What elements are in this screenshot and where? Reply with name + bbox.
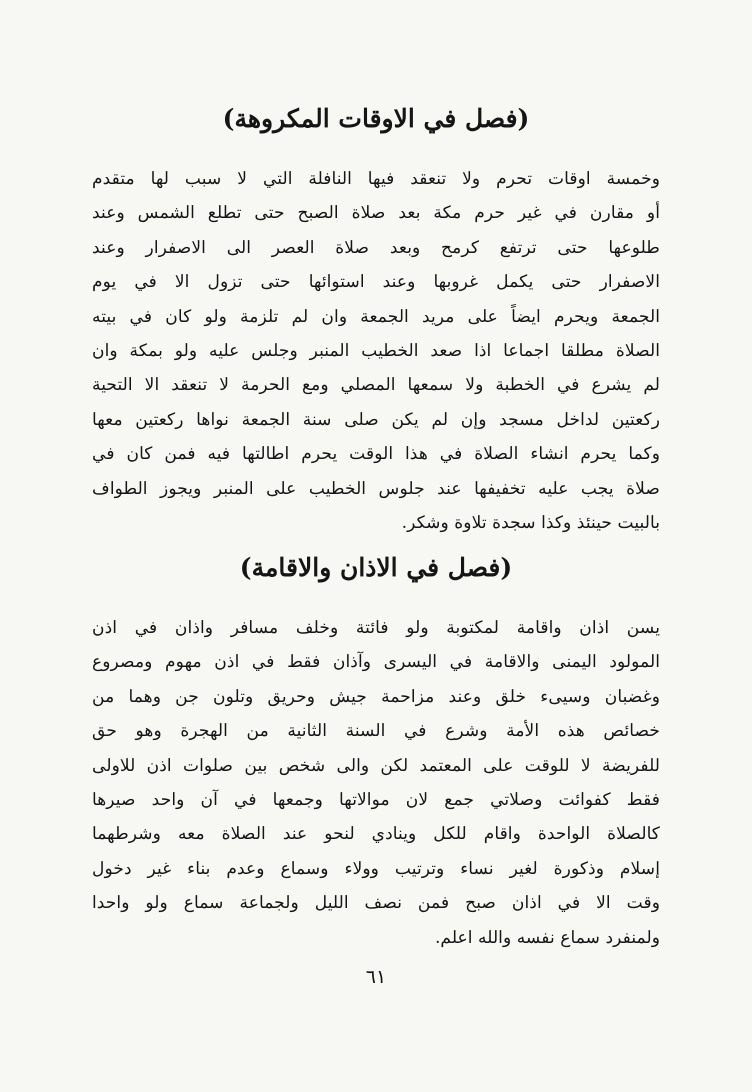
text-line: خصائص هذه الأمة وشرع في السنة الثانية من الهجرة وهو حق [92, 721, 660, 742]
text-line: بالبيت حينئذ وكذا سجدة تلاوة وشكر. [401, 512, 660, 533]
text-line: ولمنفرد سماع نفسه والله اعلم. [434, 927, 660, 948]
text-line: أو مقارن في غير حرم مكة بعد صلاة الصبح حتى تطلع الشمس وعند [92, 203, 660, 224]
text-line: لم يشرع في الخطبة ولا سمعها المصلي ومع الحرمة لا تنعقد الا التحية [92, 375, 660, 396]
text-line: وغضبان وسيىء خلق وعند مزاحمة جيش وحريق وتلون جن وهما من [92, 686, 660, 707]
text-line: الاصفرار حتى يكمل غروبها وعند استوائها حتى تزول الا في يوم [92, 272, 660, 293]
text-line: وكما يحرم انشاء الصلاة في هذا الوقت يحرم اطالتها فيه فمن كان في [92, 444, 660, 465]
text-line: الجمعة ويحرم ايضاً على مريد الجمعة وان لم تلزمة ولو كان في بيته [92, 306, 660, 327]
text-line: الصلاة مطلقا اجماعا اذا صعد الخطيب المنبر وجلس عليه ولو بمكة وان [92, 340, 660, 361]
section-title-adhan-iqama: (فصل في الاذان والاقامة) [239, 553, 513, 582]
text-line: صلاة يجب عليه تخفيفها عند جلوس الخطيب على المنبر ويجوز الطواف [92, 478, 660, 499]
text-line: كالصلاة الواحدة واقام للكل وينادي لنحو عند الصلاة معه وشرطهما [92, 824, 660, 845]
text-line: للفريضة لا للوقت على المعتمد لكن والى شخص بين صلوات اذن للاولى [92, 755, 660, 776]
text-line: ركعتين لداخل مسجد وإن لم يكن صلى سنة الجمعة نواها ركعتين معها [92, 409, 660, 430]
text-line: طلوعها حتى ترتفع كرمح وبعد صلاة العصر الى الاصفرار وعند [92, 237, 660, 258]
text-line: فقط كفوائت وصلاتي جمع لان موالاتها وجمعها في آن واحد صيرها [92, 789, 660, 810]
text-line: وقت الا في اذان صبح فمن نصف الليل ولجماعة سماع ولو واحدا [92, 893, 660, 914]
text-line: المولود اليمنى والاقامة في اليسرى وآذان فقط في اذن مهوم ومصروع [92, 652, 660, 673]
page-number: ٦١ [365, 966, 387, 988]
section-title-disliked-times: (فصل في الاوقات المكروهة) [222, 104, 530, 133]
text-line: وخمسة اوقات تحرم ولا تنعقد فيها النافلة التي لا سبب لها متقدم [92, 169, 660, 189]
text-line: إسلام وذكورة لغير نساء وترتيب وولاء وسماع وعدم بناء غير دخول [92, 858, 660, 879]
text-line: يسن اذان واقامة لمكتوبة ولو فائتة وخلف مسافر واذان في اذن [92, 618, 660, 638]
paragraph-adhan-iqama [92, 611, 660, 955]
paragraph-disliked-times [92, 162, 660, 540]
